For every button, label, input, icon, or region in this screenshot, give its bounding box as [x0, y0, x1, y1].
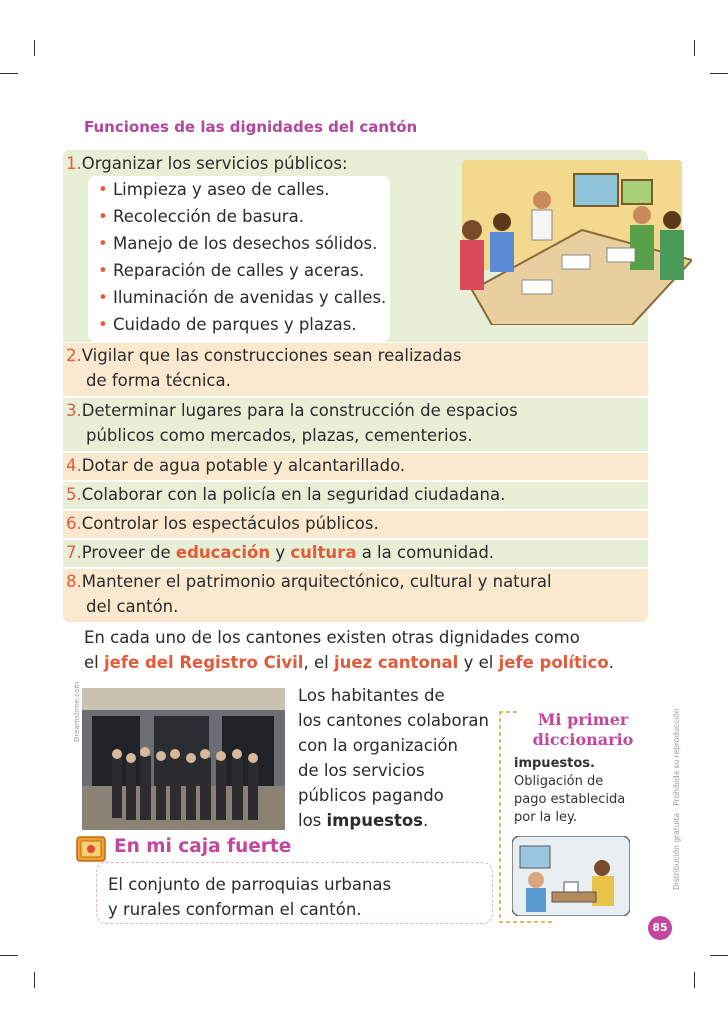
council-meeting-illustration — [432, 160, 692, 325]
bullet-item: • Manejo de los desechos sólidos. — [98, 234, 378, 253]
crop-mark — [694, 40, 695, 56]
queue-photo — [82, 688, 285, 830]
crop-mark — [0, 73, 18, 74]
item-5: 5.Colaborar con la policía en la seguridad ciudadana. — [66, 485, 506, 504]
bullet-item: • Iluminación de avenidas y calles. — [98, 288, 387, 307]
item-8: 8.Mantener el patrimonio arquitectónico, cultural y natural del cantón. — [66, 572, 552, 616]
legal-notice: Distribución gratuita · Prohibida su reproducción — [672, 708, 681, 890]
dictionary-title: Mi primer diccionario — [532, 710, 634, 749]
caja-text: El conjunto de parroquias urbanas y rurales conforman el cantón. — [108, 875, 392, 919]
item-6: 6.Controlar los espectáculos públicos. — [66, 514, 379, 533]
page-number-badge — [648, 916, 672, 940]
item-4: 4.Dotar de agua potable y alcantarillado. — [66, 456, 406, 475]
item-7: 7.Proveer de educación y cultura a la comunidad. — [66, 543, 495, 562]
safe-box-icon — [76, 836, 106, 862]
bullet-item: • Recolección de basura. — [98, 207, 304, 226]
page-number: 85 — [652, 921, 668, 934]
crop-mark — [0, 955, 18, 956]
photo-credit: Dreamstime.com — [73, 681, 81, 742]
dictionary-definition: impuestos. Obligación de pago establecida por la ley. — [514, 756, 626, 825]
dignitaries-paragraph: En cada uno de los cantones existen otras dignidades como el jefe del Registro Civil, el juez cantonal y el jefe político. — [84, 628, 614, 672]
crop-mark — [34, 40, 35, 56]
bullet-item: • Cuidado de parques y plazas. — [98, 315, 357, 334]
paying-taxes-illustration — [512, 836, 630, 916]
crop-mark — [34, 972, 35, 988]
side-text: Los habitantes de los cantones colaboran con la organización de los servicios públicos pagando los impuestos. — [298, 686, 489, 830]
item-3: 3.Determinar lugares para la construcción de espacios públicos como mercados, plazas, cementerios. — [66, 401, 518, 445]
crop-mark — [710, 955, 728, 956]
caja-title: En mi caja fuerte — [114, 836, 292, 857]
item-1: 1.Organizar los servicios públicos: — [66, 154, 348, 173]
bullet-item: • Reparación de calles y aceras. — [98, 261, 365, 280]
section-title: Funciones de las dignidades del cantón — [84, 118, 418, 136]
bullet-item: • Limpieza y aseo de calles. — [98, 180, 330, 199]
item-2: 2.Vigilar que las construcciones sean realizadas de forma técnica. — [66, 346, 462, 390]
crop-mark — [694, 972, 695, 988]
crop-mark — [710, 73, 728, 74]
